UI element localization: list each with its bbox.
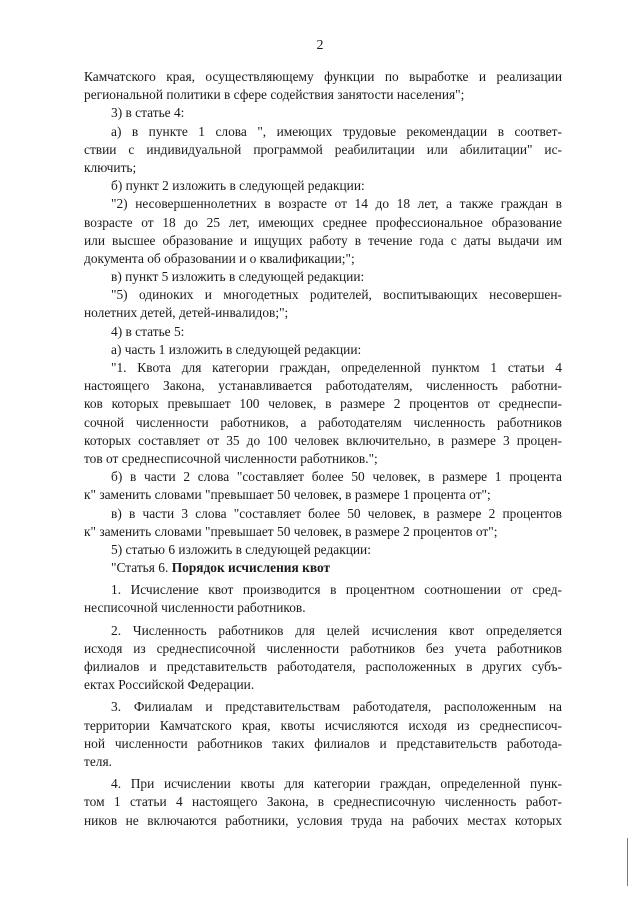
text-line: тов от среднесписочной численности работников."; bbox=[84, 450, 378, 466]
paragraph bbox=[84, 622, 562, 695]
text-line: документа об образовании и о квалификации;"; bbox=[84, 250, 355, 266]
text-line: "5) одиноких и многодетных родителей, воспитывающих несовершен- bbox=[111, 287, 562, 303]
text-line: ной численности работников таких филиалов и представительств работода- bbox=[84, 735, 562, 751]
text-line: ектах Российской Федерации. bbox=[84, 677, 255, 693]
text-line: исходя из среднесписочной численности работников без учета работников bbox=[84, 640, 562, 656]
text-line: ключить; bbox=[84, 159, 137, 175]
text-line: которых составляет от 35 до 100 человек включительно, в размере 3 процен- bbox=[84, 432, 562, 448]
text-line: несписочной численности работников. bbox=[84, 600, 306, 616]
text-line: сочной численности работников, а работодателям численность работников bbox=[84, 414, 562, 430]
text-line: филиалов и представительств работодателя, расположенных в других субъ- bbox=[84, 659, 562, 674]
text-line: возрасте от 18 до 25 лет, имеющих среднее профессиональное образование bbox=[84, 214, 562, 230]
text-line: к" заменить словами "превышает 50 человек, в размере 1 процента от"; bbox=[84, 487, 491, 503]
text-line: региональной политики в сфере содействия занятости населения"; bbox=[84, 87, 465, 103]
document-body bbox=[84, 68, 562, 830]
scan-edge-mark bbox=[627, 838, 628, 886]
text-line: или высшее образование и ищущих работу в течение года с даты выдачи им bbox=[84, 232, 562, 248]
page-number: 2 bbox=[316, 38, 324, 53]
text-line: 1. Исчисление квот производится в процентном соотношении от сред- bbox=[111, 582, 562, 598]
text-line: 2. Численность работников для целей исчисления квот определяется bbox=[111, 622, 562, 638]
text-line: ствии с индивидуальной программой реабилитации или абилитации" ис- bbox=[84, 141, 562, 157]
paragraph bbox=[84, 775, 562, 830]
text-line: "2) несовершеннолетних в возрасте от 14 до 18 лет, а также граждан в bbox=[111, 196, 562, 212]
article-heading-prefix: "Статья 6. bbox=[111, 560, 172, 576]
text-line: в) в части 3 слова "составляет более 50 человек, в размере 2 процентов bbox=[111, 505, 562, 521]
article-paragraphs bbox=[84, 577, 562, 829]
text-line: ков которых превышает 100 человек, в размере 2 процентов от среднеспи- bbox=[84, 396, 562, 412]
text-line: территории Камчатского края, квоты исчисляются исходя из среднесписоч- bbox=[84, 717, 562, 733]
text-line: нолетних детей, детей-инвалидов;"; bbox=[84, 305, 289, 321]
text-line: ников не включаются работники, условия труда на рабочих местах которых bbox=[84, 812, 562, 828]
text-line: а) часть 1 изложить в следующей редакции: bbox=[111, 341, 362, 357]
text-line: 4) в статье 5: bbox=[111, 323, 185, 339]
text-line: 3. Филиалам и представительствам работодателя, расположенным на bbox=[111, 699, 562, 715]
paragraph bbox=[84, 581, 562, 617]
text-line: Камчатского края, осуществляющему функции по выработке и реализации bbox=[84, 69, 562, 84]
article-heading-title: Порядок исчисления квот bbox=[171, 560, 331, 576]
text-line: "1. Квота для категории граждан, определенной пунктом 1 статьи 4 bbox=[111, 360, 562, 375]
text-line: б) в части 2 слова "составляет более 50 человек, в размере 1 процента bbox=[111, 469, 562, 485]
paragraph bbox=[84, 698, 562, 771]
text-line: в) пункт 5 изложить в следующей редакции: bbox=[111, 269, 365, 285]
text-line: теля. bbox=[84, 753, 112, 769]
text-line: б) пункт 2 изложить в следующей редакции: bbox=[111, 178, 365, 194]
text-line: настоящего Закона, устанавливается работодателям, численность работни- bbox=[84, 378, 562, 394]
text-line: том 1 статьи 4 настоящего Закона, в среднесписочную численность работ- bbox=[84, 794, 562, 810]
text-line: к" заменить словами "превышает 50 человек, в размере 2 процентов от"; bbox=[84, 523, 498, 539]
text-line: а) в пункте 1 слова ", имеющих трудовые рекомендации в соответ- bbox=[111, 123, 562, 139]
text-line: 5) статью 6 изложить в следующей редакции: bbox=[111, 541, 371, 557]
article-heading bbox=[84, 559, 562, 577]
amendments-block bbox=[84, 68, 562, 559]
text-line: 4. При исчислении квоты для категории граждан, определенной пунк- bbox=[111, 776, 562, 792]
text-line: 3) в статье 4: bbox=[111, 105, 185, 121]
